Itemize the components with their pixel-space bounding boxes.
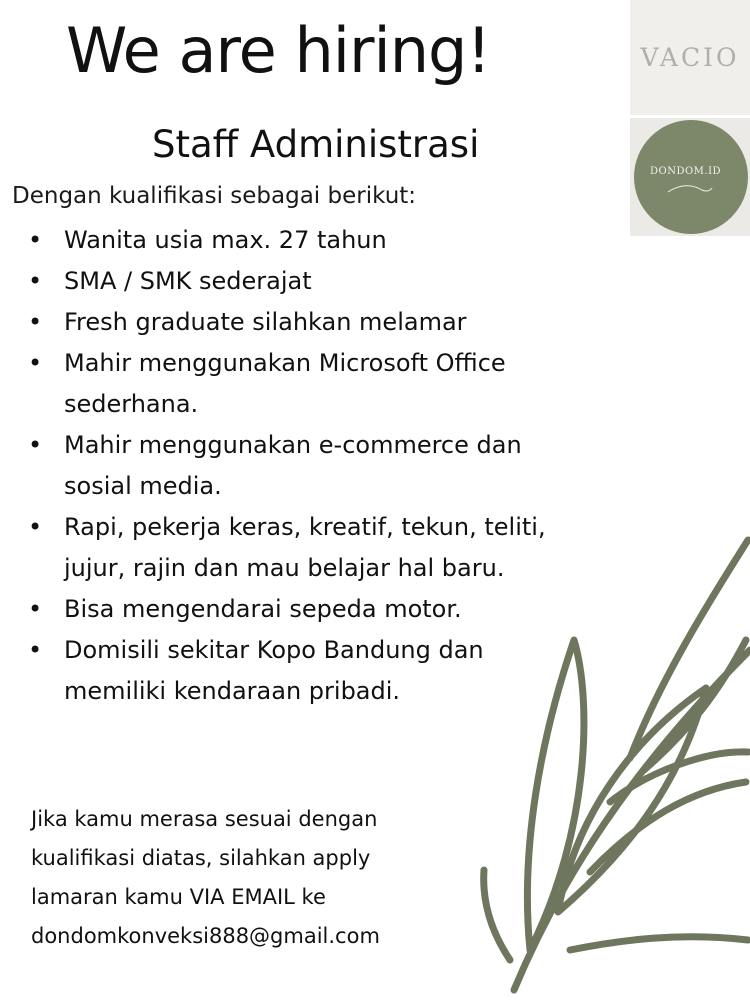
qualification-line: Rapi, pekerja keras, kreatif, tekun, teliti, [64, 513, 546, 541]
qualification-line: Mahir menggunakan e-commerce dan [64, 431, 522, 459]
dondom-logo [630, 118, 750, 236]
contact-email: dondomkonveksi888@gmail.com [31, 924, 380, 948]
qualification-text [64, 302, 467, 343]
leaf-branch-icon [470, 520, 750, 1000]
qualifications-intro: Dengan kualifikasi sebagai berikut: [12, 183, 417, 209]
qualification-line: sosial media. [64, 472, 222, 500]
bullet-dot-icon: • [28, 513, 43, 541]
qualification-item [28, 220, 588, 261]
qualification-line: Bisa mengendarai sepeda motor. [64, 595, 462, 623]
qualification-text [64, 261, 312, 302]
bullet-dot-icon: • [28, 636, 43, 664]
bullet-dot-icon: • [28, 226, 43, 254]
bullet-dot-icon: • [28, 349, 43, 377]
qualification-text [64, 220, 387, 261]
qualification-text [64, 589, 462, 630]
bullet-dot-icon: • [28, 431, 43, 459]
signature-swoosh-icon [666, 182, 714, 196]
instruction-line: lamaran kamu VIA EMAIL ke [31, 885, 326, 909]
bullet-dot-icon: • [28, 595, 43, 623]
qualification-item [28, 261, 588, 302]
qualification-line: Domisili sekitar Kopo Bandung dan [64, 636, 484, 664]
qualification-item [28, 425, 588, 507]
qualification-line: Mahir menggunakan Microsoft Office [64, 349, 506, 377]
qualification-line: Wanita usia max. 27 tahun [64, 226, 387, 254]
qualification-line: Fresh graduate silahkan melamar [64, 308, 467, 336]
dondom-logo-text: DONDOM.ID [650, 166, 722, 177]
qualification-line: memiliki kendaraan pribadi. [64, 677, 401, 705]
application-instructions [31, 800, 491, 956]
qualification-text [64, 630, 484, 712]
instruction-line: kualifikasi diatas, silahkan apply [31, 846, 371, 870]
qualification-text [64, 425, 522, 507]
instruction-line: Jika kamu merasa sesuai dengan [31, 807, 378, 831]
headline: We are hiring! [66, 14, 491, 87]
bullet-dot-icon: • [28, 308, 43, 336]
qualification-item [28, 302, 588, 343]
vacio-logo-text: VACIO [640, 43, 740, 72]
bullet-dot-icon: • [28, 267, 43, 295]
job-title: Staff Administrasi [152, 123, 480, 166]
qualification-text [64, 343, 506, 425]
qualification-item [28, 343, 588, 425]
vacio-logo [630, 0, 750, 115]
dondom-badge [634, 120, 748, 234]
qualification-line: jujur, rajin dan mau belajar hal baru. [64, 554, 505, 582]
qualification-line: SMA / SMK sederajat [64, 267, 312, 295]
qualification-line: sederhana. [64, 390, 199, 418]
